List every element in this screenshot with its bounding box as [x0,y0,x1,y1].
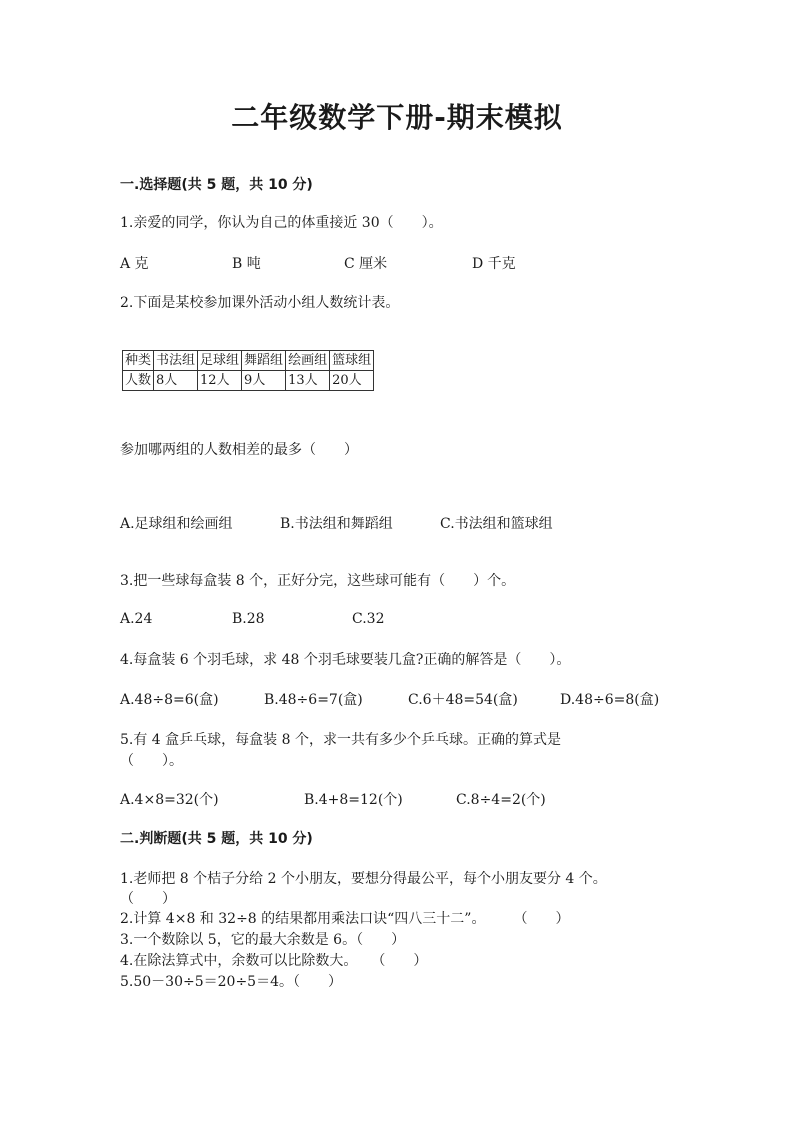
q1-option-a: A 克 [120,256,149,272]
table-row [123,371,374,391]
q3-option-a: A.24 [120,611,153,627]
question-1: 1.亲爱的同学，你认为自己的体重接近 30（ ）。 [120,215,443,231]
question-5: 5.有 4 盒乒乓球，每盒装 8 个，求一共有多少个乒乓球。正确的算式是 [120,732,561,748]
q3-option-c: C.32 [352,611,385,627]
table-cell: 篮球组 [330,351,374,371]
table-cell: 足球组 [198,351,242,371]
section-heading-choice: 一.选择题(共 5 题，共 10 分) [120,177,313,193]
q2-option-a: A.足球组和绘画组 [120,516,233,532]
q5-option-b: B.4+8=12(个) [304,792,403,808]
q4-option-c: C.6＋48=54(盒) [408,692,518,708]
section-heading-judgment: 二.判断题(共 5 题，共 10 分) [120,831,313,847]
table-cell: 书法组 [154,351,198,371]
judgment-item-1-blank: （ ） [120,891,176,907]
question-2: 2.下面是某校参加课外活动小组人数统计表。 [120,295,400,311]
table-cell: 13人 [286,371,330,391]
q4-option-b: B.48÷6=7(盒) [264,692,363,708]
question-3: 3.把一些球每盒装 8 个，正好分完，这些球可能有（ ）个。 [120,573,516,589]
q4-option-a: A.48÷8=6(盒) [120,692,219,708]
q5-option-a: A.4×8=32(个) [120,792,219,808]
stats-table [122,350,374,391]
q1-option-b: B 吨 [232,256,261,272]
q1-option-d: D 千克 [472,256,516,272]
q2-option-b: B.书法组和舞蹈组 [280,516,393,532]
table-cell: 人数 [123,371,154,391]
table-cell: 9人 [242,371,286,391]
table-cell: 绘画组 [286,351,330,371]
judgment-item-3: 3.一个数除以 5，它的最大余数是 6。（ ） [120,932,406,948]
table-cell: 8人 [154,371,198,391]
table-header-row [123,351,374,371]
question-4: 4.每盒装 6 个羽毛球，求 48 个羽毛球要装几盒?正确的解答是（ ）。 [120,652,571,668]
table-cell: 20人 [330,371,374,391]
table-cell: 种类 [123,351,154,371]
judgment-item-1: 1.老师把 8 个桔子分给 2 个小朋友，要想分得最公平，每个小朋友要分 4 个。 [120,871,607,887]
q4-option-d: D.48÷6=8(盒) [560,692,660,708]
table-cell: 舞蹈组 [242,351,286,371]
page-title: 二年级数学下册-期末模拟 [231,101,563,134]
judgment-item-4: 4.在除法算式中，余数可以比除数大。 （ ） [120,953,428,969]
q3-option-b: B.28 [232,611,265,627]
q5-option-c: C.8÷4=2(个) [456,792,546,808]
question-2-prompt: 参加哪两组的人数相差的最多（ ） [120,442,358,458]
table-cell: 12人 [198,371,242,391]
judgment-item-2: 2.计算 4×8 和 32÷8 的结果都用乘法口诀“四八三十二”。 （ ） [120,911,570,927]
judgment-item-5: 5.50－30÷5＝20÷5＝4。（ ） [120,974,342,990]
q1-option-c: C 厘米 [344,256,388,272]
question-5-blank: （ ）。 [120,753,183,769]
q2-option-c: C.书法组和篮球组 [440,516,553,532]
